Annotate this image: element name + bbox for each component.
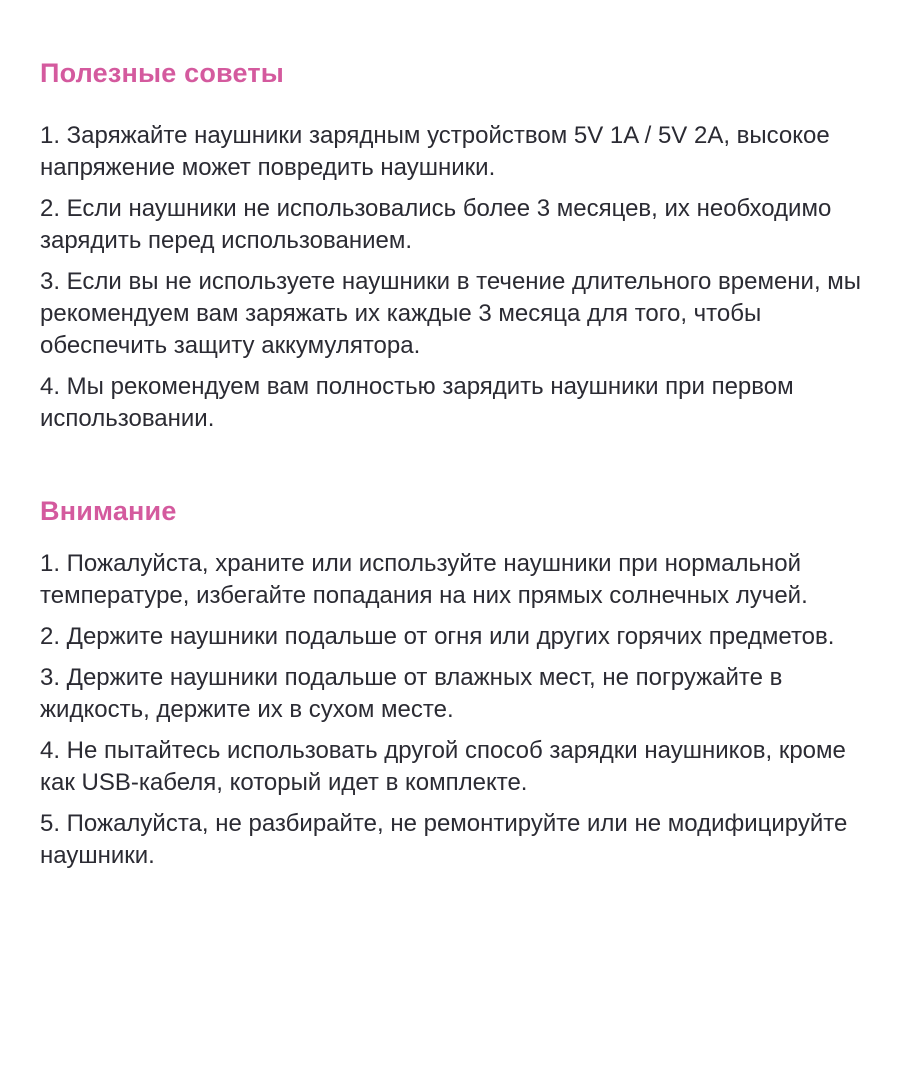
attention-list	[40, 548, 870, 872]
tip-item-2: 2. Если наушники не использовались более 3 месяцев, их необходимо зарядить перед использованием.	[40, 195, 832, 254]
attention-item-1: 1. Пожалуйста, храните или используйте наушники при нормальной температуре, избегайте попадания на них прямых солнечных лучей.	[40, 550, 808, 609]
attention-item-3: 3. Держите наушники подальше от влажных мест, не погружайте в жидкость, держите их в сухом месте.	[40, 664, 783, 723]
tip-item-3: 3. Если вы не используете наушники в течение длительного времени, мы рекомендуем вам заряжать их каждые 3 месяца для того, чтобы обеспечить защиту аккумулятора.	[40, 268, 862, 359]
attention-item-2: 2. Держите наушники подальше от огня или других горячих предметов.	[40, 623, 835, 650]
tip-item-1: 1. Заряжайте наушники зарядным устройством 5V 1A / 5V 2A, высокое напряжение может повредить наушники.	[40, 122, 830, 181]
useful-tips-heading: Полезные советы	[40, 58, 285, 88]
tip-item-4: 4. Мы рекомендуем вам полностью зарядить наушники при первом использовании.	[40, 373, 794, 432]
attention-heading: Внимание	[40, 496, 177, 526]
useful-tips-list	[40, 120, 870, 435]
useful-tips-section	[40, 0, 870, 435]
attention-section	[40, 444, 870, 872]
attention-item-4: 4. Не пытайтесь использовать другой способ зарядки наушников, кроме как USB-кабеля, который идет в комплекте.	[40, 737, 846, 796]
instructions-page	[40, 0, 870, 881]
attention-item-5: 5. Пожалуйста, не разбирайте, не ремонтируйте или не модифицируйте наушники.	[40, 810, 848, 869]
